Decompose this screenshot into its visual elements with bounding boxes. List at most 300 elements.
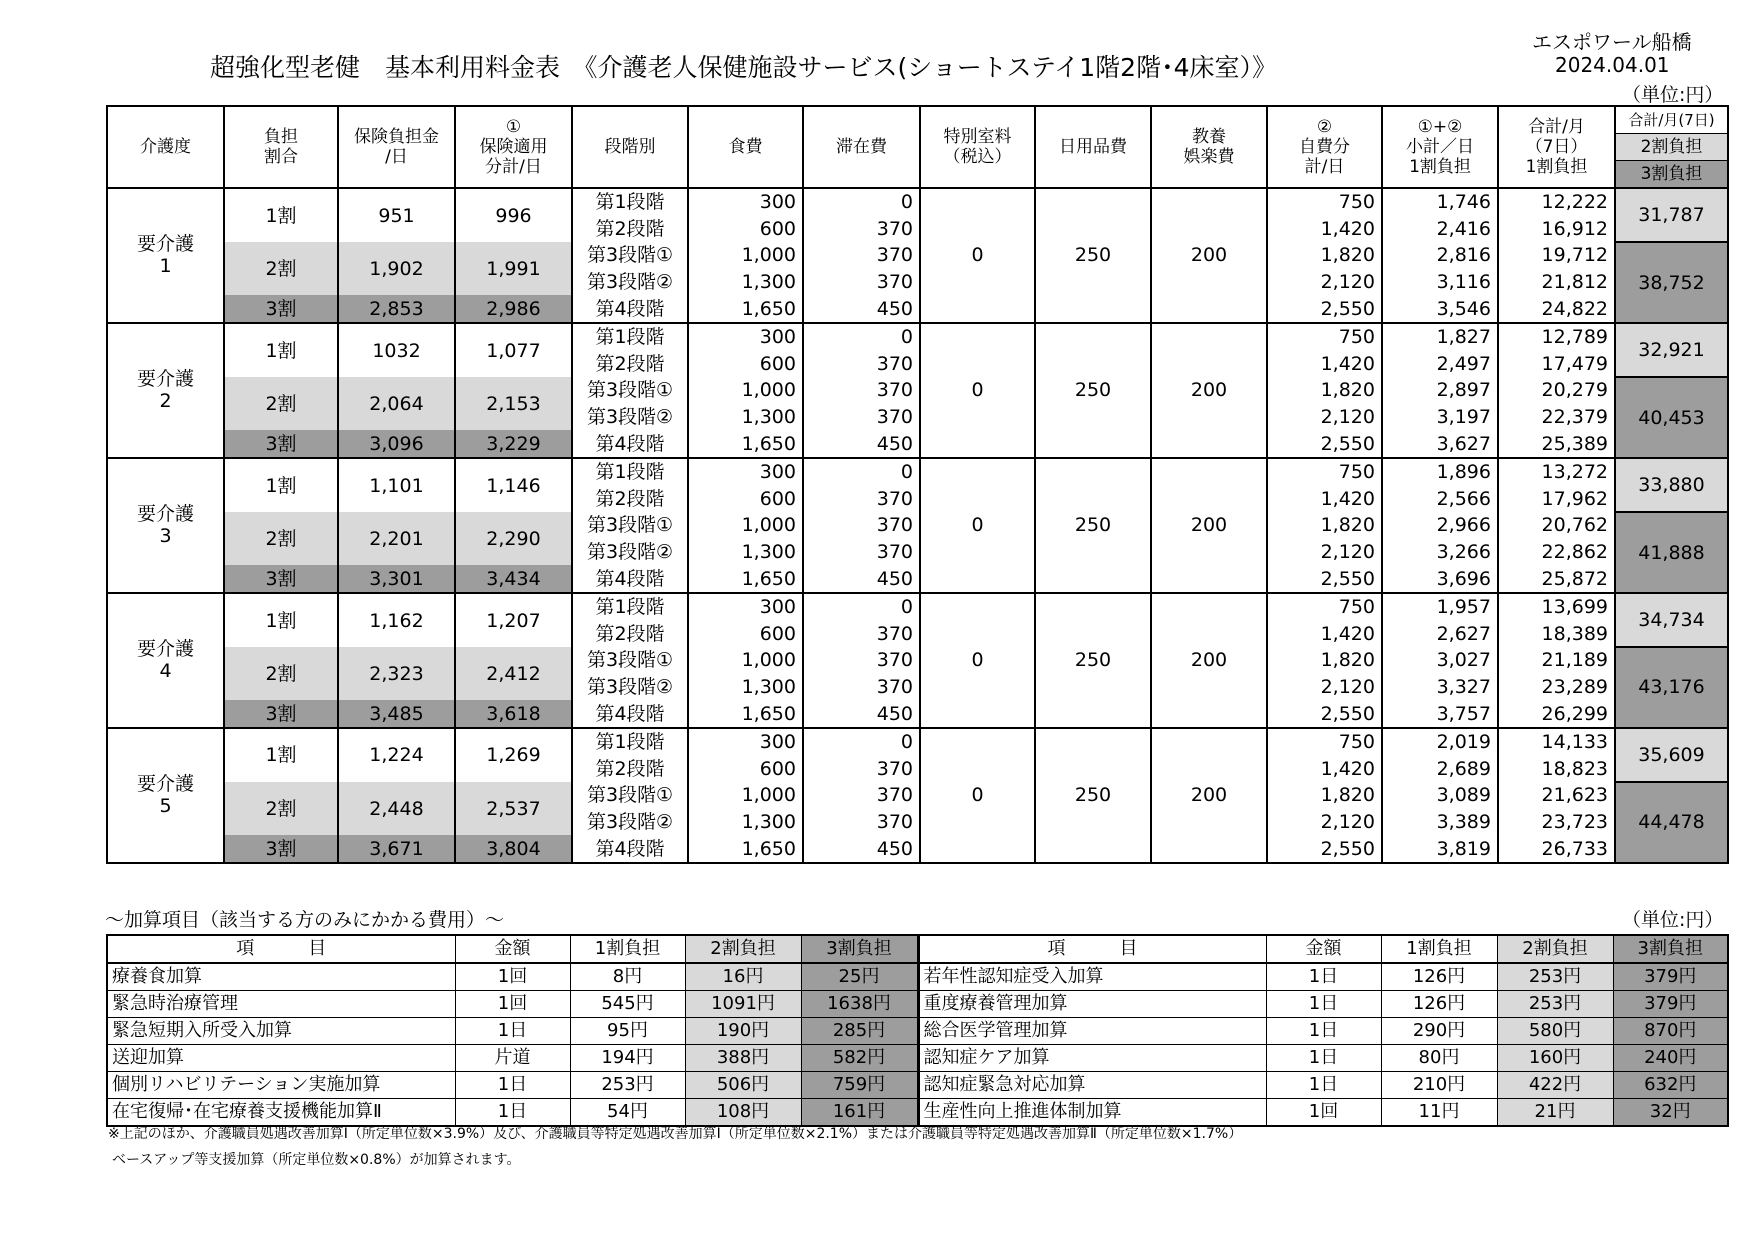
table-row (107, 728, 1728, 756)
special-room-fee: 0 (920, 188, 1035, 323)
special-room-fee: 0 (920, 458, 1035, 593)
daily-subtotal: 3,546 (1382, 295, 1498, 323)
daily-subtotal: 2,566 (1382, 486, 1498, 513)
self-pay-total: 2,550 (1267, 295, 1382, 323)
addon-item: 個別リハビリテーション実施加算 (107, 1072, 455, 1099)
addon-rate-1: 54円 (570, 1099, 685, 1127)
stay-cost: 370 (803, 216, 920, 243)
insured-subtotal: 2,290 (455, 512, 572, 565)
food-cost: 1,000 (688, 242, 803, 269)
food-cost: 1,650 (688, 700, 803, 728)
daily-subtotal: 2,966 (1382, 512, 1498, 539)
addon-col-header: 3割負担 (1613, 935, 1728, 963)
insured-subtotal: 2,537 (455, 782, 572, 835)
stay-cost: 450 (803, 295, 920, 323)
insured-subtotal: 3,229 (455, 430, 572, 458)
addon-rate-3: 240円 (1613, 1045, 1728, 1072)
daily-subtotal: 3,819 (1382, 835, 1498, 863)
leisure-fee: 200 (1151, 593, 1267, 728)
self-pay-total: 2,120 (1267, 809, 1382, 836)
addon-rate-2: 422円 (1497, 1072, 1613, 1099)
col-header: 負担 割合 (224, 106, 338, 188)
stage: 第1段階 (572, 323, 688, 351)
insurance-per-day: 2,323 (338, 647, 455, 700)
addon-item: 在宅復帰･在宅療養支援機能加算Ⅱ (107, 1099, 455, 1127)
care-level: 要介護 4 (107, 593, 224, 728)
insurance-per-day: 2,448 (338, 782, 455, 835)
stay-cost: 370 (803, 621, 920, 648)
addon-rate-2: 388円 (685, 1045, 801, 1072)
self-pay-total: 750 (1267, 188, 1382, 216)
insured-subtotal: 3,618 (455, 700, 572, 728)
addon-rate-2: 21円 (1497, 1099, 1613, 1127)
addon-rate-3: 32円 (1613, 1099, 1728, 1127)
addon-rate-1: 210円 (1381, 1072, 1497, 1099)
stay-cost: 370 (803, 647, 920, 674)
table-row (107, 1018, 1728, 1045)
addon-rate-2: 253円 (1497, 991, 1613, 1018)
insured-subtotal: 2,153 (455, 377, 572, 430)
table-row (107, 565, 1728, 593)
daily-subtotal: 2,689 (1382, 755, 1498, 782)
stage: 第4段階 (572, 565, 688, 593)
food-cost: 300 (688, 323, 803, 351)
col-header: 合計/月 （7日） 1割負担 (1498, 106, 1615, 188)
stay-cost: 370 (803, 539, 920, 566)
monthly-total-3割: 40,453 (1615, 377, 1728, 458)
daily-subtotal: 3,627 (1382, 430, 1498, 458)
stay-cost: 0 (803, 323, 920, 351)
stay-cost: 370 (803, 674, 920, 701)
addon-rate-3: 870円 (1613, 1018, 1728, 1045)
addon-table (106, 934, 1729, 1127)
addon-rate-2: 253円 (1497, 963, 1613, 991)
col-header: 特別室料 （税込） (920, 106, 1035, 188)
addon-amount: 1日 (1266, 963, 1381, 991)
col-header: ② 自費分 計/日 (1267, 106, 1382, 188)
insured-subtotal: 1,146 (455, 458, 572, 512)
burden-ratio: 2割 (224, 242, 338, 295)
daily-subtotal: 2,416 (1382, 216, 1498, 243)
col-header: 日用品費 (1035, 106, 1151, 188)
stay-cost: 370 (803, 512, 920, 539)
monthly-total-3割: 44,478 (1615, 782, 1728, 863)
note-line-2: ベースアップ等支援加算（所定単位数×0.8%）が加算されます。 (112, 1152, 521, 1168)
special-room-fee: 0 (920, 728, 1035, 863)
care-level: 要介護 2 (107, 323, 224, 458)
table-row (107, 188, 1728, 216)
stay-cost: 370 (803, 809, 920, 836)
self-pay-total: 1,820 (1267, 242, 1382, 269)
monthly-total: 25,389 (1498, 430, 1615, 458)
daily-goods-fee: 250 (1035, 728, 1151, 863)
addon-item: 生産性向上推進体制加算 (918, 1099, 1266, 1127)
addon-rate-3: 1638円 (801, 991, 918, 1018)
stay-cost: 370 (803, 269, 920, 296)
monthly-total-2割: 33,880 (1615, 458, 1728, 512)
insurance-per-day: 3,485 (338, 700, 455, 728)
stay-cost: 370 (803, 351, 920, 378)
food-cost: 1,300 (688, 404, 803, 431)
addon-amount: 1日 (1266, 1072, 1381, 1099)
stage: 第3段階② (572, 809, 688, 836)
stay-cost: 0 (803, 728, 920, 756)
table-row (107, 647, 1728, 674)
stay-cost: 450 (803, 565, 920, 593)
table-row (107, 593, 1728, 621)
daily-subtotal: 3,116 (1382, 269, 1498, 296)
addon-rate-3: 379円 (1613, 991, 1728, 1018)
stay-cost: 450 (803, 430, 920, 458)
addon-rate-1: 95円 (570, 1018, 685, 1045)
self-pay-total: 1,420 (1267, 351, 1382, 378)
special-room-fee: 0 (920, 323, 1035, 458)
daily-subtotal: 2,816 (1382, 242, 1498, 269)
addon-col-header: 金額 (1266, 935, 1381, 963)
addon-rate-2: 580円 (1497, 1018, 1613, 1045)
self-pay-total: 2,550 (1267, 565, 1382, 593)
food-cost: 1,300 (688, 539, 803, 566)
food-cost: 1,300 (688, 809, 803, 836)
stay-cost: 450 (803, 700, 920, 728)
burden-ratio: 3割 (224, 565, 338, 593)
table-row (107, 430, 1728, 458)
self-pay-total: 2,550 (1267, 835, 1382, 863)
addon-rate-1: 194円 (570, 1045, 685, 1072)
addon-col-header: 3割負担 (801, 935, 918, 963)
burden-ratio: 1割 (224, 728, 338, 782)
leisure-fee: 200 (1151, 323, 1267, 458)
addon-rate-3: 285円 (801, 1018, 918, 1045)
food-cost: 600 (688, 486, 803, 513)
table-row (107, 295, 1728, 323)
monthly-total: 23,723 (1498, 809, 1615, 836)
insurance-per-day: 2,201 (338, 512, 455, 565)
food-cost: 600 (688, 216, 803, 243)
insurance-per-day: 1032 (338, 323, 455, 377)
insured-subtotal: 1,207 (455, 593, 572, 647)
self-pay-total: 2,120 (1267, 674, 1382, 701)
daily-subtotal: 2,019 (1382, 728, 1498, 756)
monthly-total: 22,862 (1498, 539, 1615, 566)
monthly-total: 18,389 (1498, 621, 1615, 648)
burden-ratio: 2割 (224, 782, 338, 835)
insurance-per-day: 951 (338, 188, 455, 242)
col-header-monthly-split (1615, 106, 1728, 188)
monthly-total-3割: 38,752 (1615, 242, 1728, 323)
addon-item: 療養食加算 (107, 963, 455, 991)
food-cost: 600 (688, 351, 803, 378)
daily-subtotal: 1,896 (1382, 458, 1498, 486)
table-row (107, 323, 1728, 351)
food-cost: 300 (688, 728, 803, 756)
addon-col-header: 2割負担 (1497, 935, 1613, 963)
effective-date: 2024.04.01 (1555, 53, 1670, 77)
daily-subtotal: 1,827 (1382, 323, 1498, 351)
insurance-per-day: 1,101 (338, 458, 455, 512)
addon-amount: 1回 (1266, 1099, 1381, 1127)
addon-rate-1: 8円 (570, 963, 685, 991)
daily-subtotal: 3,696 (1382, 565, 1498, 593)
addon-amount: 1日 (1266, 1045, 1381, 1072)
addon-item: 認知症ケア加算 (918, 1045, 1266, 1072)
addon-rate-2: 108円 (685, 1099, 801, 1127)
monthly-total: 14,133 (1498, 728, 1615, 756)
monthly-total: 19,712 (1498, 242, 1615, 269)
stage: 第3段階① (572, 242, 688, 269)
monthly-total: 21,189 (1498, 647, 1615, 674)
monthly-total: 16,912 (1498, 216, 1615, 243)
addon-rate-2: 16円 (685, 963, 801, 991)
addon-table-header (107, 935, 1728, 963)
burden-ratio: 1割 (224, 188, 338, 242)
stage: 第2段階 (572, 351, 688, 378)
addon-amount: 1日 (455, 1072, 570, 1099)
burden-ratio: 3割 (224, 295, 338, 323)
insurance-per-day: 3,096 (338, 430, 455, 458)
self-pay-total: 1,820 (1267, 647, 1382, 674)
self-pay-total: 2,120 (1267, 269, 1382, 296)
self-pay-total: 2,550 (1267, 430, 1382, 458)
daily-subtotal: 3,266 (1382, 539, 1498, 566)
monthly-total: 18,823 (1498, 755, 1615, 782)
addon-col-header: 1割負担 (1381, 935, 1497, 963)
stay-cost: 450 (803, 835, 920, 863)
self-pay-total: 1,820 (1267, 377, 1382, 404)
addon-item: 認知症緊急対応加算 (918, 1072, 1266, 1099)
monthly-total: 23,289 (1498, 674, 1615, 701)
food-cost: 300 (688, 458, 803, 486)
care-level: 要介護 1 (107, 188, 224, 323)
addon-col-header: 項 目 (918, 935, 1266, 963)
addon-item: 若年性認知症受入加算 (918, 963, 1266, 991)
addon-col-header: 金額 (455, 935, 570, 963)
addon-rate-3: 25円 (801, 963, 918, 991)
monthly-total: 13,699 (1498, 593, 1615, 621)
self-pay-total: 1,820 (1267, 512, 1382, 539)
addon-rate-3: 759円 (801, 1072, 918, 1099)
col-header: 教養 娯楽費 (1151, 106, 1267, 188)
leisure-fee: 200 (1151, 188, 1267, 323)
stage: 第2段階 (572, 621, 688, 648)
addon-amount: 1日 (1266, 1018, 1381, 1045)
monthly-total: 22,379 (1498, 404, 1615, 431)
monthly-total: 21,812 (1498, 269, 1615, 296)
addon-amount: 片道 (455, 1045, 570, 1072)
monthly-total: 13,272 (1498, 458, 1615, 486)
insurance-per-day: 2,853 (338, 295, 455, 323)
insurance-per-day: 1,224 (338, 728, 455, 782)
monthly-total-2割: 31,787 (1615, 188, 1728, 242)
addon-amount: 1日 (1266, 991, 1381, 1018)
insured-subtotal: 996 (455, 188, 572, 242)
food-cost: 300 (688, 593, 803, 621)
stage: 第3段階① (572, 647, 688, 674)
burden-ratio: 1割 (224, 458, 338, 512)
addon-rate-3: 379円 (1613, 963, 1728, 991)
stage: 第1段階 (572, 728, 688, 756)
food-cost: 600 (688, 621, 803, 648)
addon-item: 送迎加算 (107, 1045, 455, 1072)
addon-rate-1: 290円 (1381, 1018, 1497, 1045)
page-title: 超強化型老健 基本利用料金表 《介護老人保健施設サービス(ショートステイ1階2階･4床室）》 (210, 53, 1277, 82)
leisure-fee: 200 (1151, 728, 1267, 863)
col-header: 段階別 (572, 106, 688, 188)
addon-col-header: 2割負担 (685, 935, 801, 963)
daily-subtotal: 1,746 (1382, 188, 1498, 216)
burden-ratio: 2割 (224, 512, 338, 565)
table-row (107, 963, 1728, 991)
self-pay-total: 2,550 (1267, 700, 1382, 728)
self-pay-total: 750 (1267, 593, 1382, 621)
insurance-per-day: 1,902 (338, 242, 455, 295)
addon-amount: 1日 (455, 1018, 570, 1045)
addon-item: 総合医学管理加算 (918, 1018, 1266, 1045)
addon-rate-3: 632円 (1613, 1072, 1728, 1099)
stay-cost: 370 (803, 377, 920, 404)
care-level: 要介護 5 (107, 728, 224, 863)
table-row (107, 377, 1728, 404)
table-row (107, 458, 1728, 486)
food-cost: 1,000 (688, 782, 803, 809)
self-pay-total: 1,420 (1267, 755, 1382, 782)
stage: 第2段階 (572, 755, 688, 782)
burden-ratio: 3割 (224, 430, 338, 458)
burden-ratio: 2割 (224, 647, 338, 700)
daily-goods-fee: 250 (1035, 458, 1151, 593)
stage: 第3段階② (572, 539, 688, 566)
unit-label: （単位:円） (1622, 84, 1724, 106)
monthly-total-2割: 34,734 (1615, 593, 1728, 647)
stage: 第3段階① (572, 512, 688, 539)
self-pay-total: 1,420 (1267, 216, 1382, 243)
burden-ratio: 3割 (224, 700, 338, 728)
self-pay-total: 750 (1267, 323, 1382, 351)
addon-rate-2: 160円 (1497, 1045, 1613, 1072)
addon-rate-1: 11円 (1381, 1099, 1497, 1127)
food-cost: 1,650 (688, 835, 803, 863)
food-cost: 1,000 (688, 512, 803, 539)
monthly-total: 21,623 (1498, 782, 1615, 809)
monthly-total: 12,222 (1498, 188, 1615, 216)
self-pay-total: 2,120 (1267, 539, 1382, 566)
addon-amount: 1回 (455, 991, 570, 1018)
monthly-total: 17,479 (1498, 351, 1615, 378)
stage: 第3段階② (572, 404, 688, 431)
col-header: 介護度 (107, 106, 224, 188)
addon-amount: 1日 (455, 1099, 570, 1127)
table-row (107, 1099, 1728, 1127)
col-header: 食費 (688, 106, 803, 188)
daily-subtotal: 2,897 (1382, 377, 1498, 404)
burden-ratio: 1割 (224, 593, 338, 647)
table-row (107, 1045, 1728, 1072)
stage: 第2段階 (572, 486, 688, 513)
food-cost: 300 (688, 188, 803, 216)
daily-subtotal: 3,757 (1382, 700, 1498, 728)
addon-item: 重度療養管理加算 (918, 991, 1266, 1018)
food-cost: 1,300 (688, 269, 803, 296)
insured-subtotal: 3,434 (455, 565, 572, 593)
insured-subtotal: 1,991 (455, 242, 572, 295)
burden-ratio: 1割 (224, 323, 338, 377)
col-header: 2割負担 (1616, 134, 1727, 161)
daily-goods-fee: 250 (1035, 323, 1151, 458)
col-header: 滞在費 (803, 106, 920, 188)
monthly-total-3割: 41,888 (1615, 512, 1728, 593)
daily-subtotal: 3,327 (1382, 674, 1498, 701)
addon-rate-1: 80円 (1381, 1045, 1497, 1072)
fee-table (106, 105, 1729, 864)
monthly-total: 26,733 (1498, 835, 1615, 863)
self-pay-total: 750 (1267, 728, 1382, 756)
monthly-total: 26,299 (1498, 700, 1615, 728)
addon-rate-1: 545円 (570, 991, 685, 1018)
self-pay-total: 2,120 (1267, 404, 1382, 431)
daily-subtotal: 1,957 (1382, 593, 1498, 621)
stage: 第4段階 (572, 700, 688, 728)
monthly-total: 20,279 (1498, 377, 1615, 404)
stage: 第1段階 (572, 593, 688, 621)
table-row (107, 782, 1728, 809)
stage: 第3段階② (572, 674, 688, 701)
monthly-total: 24,822 (1498, 295, 1615, 323)
insurance-per-day: 3,301 (338, 565, 455, 593)
daily-subtotal: 2,497 (1382, 351, 1498, 378)
addon-rate-3: 161円 (801, 1099, 918, 1127)
monthly-total: 12,789 (1498, 323, 1615, 351)
stage: 第3段階① (572, 782, 688, 809)
self-pay-total: 1,820 (1267, 782, 1382, 809)
addon-item: 緊急短期入所受入加算 (107, 1018, 455, 1045)
col-header: ① 保険適用 分計/日 (455, 106, 572, 188)
note-line-1: ※上記のほか、介護職員処遇改善加算Ⅰ（所定単位数×3.9%）及び、介護職員等特定処遇改善加算Ⅰ（所定単位数×2.1%）または介護職員等特定処遇改善加算Ⅱ（所定単位数×1.7%） (108, 1126, 1243, 1142)
col-header: 保険負担金 /日 (338, 106, 455, 188)
self-pay-total: 1,420 (1267, 621, 1382, 648)
food-cost: 1,000 (688, 377, 803, 404)
stay-cost: 370 (803, 242, 920, 269)
fee-table-header (107, 106, 1728, 188)
addon-rate-1: 253円 (570, 1072, 685, 1099)
col-header: 合計/月(7日) (1616, 107, 1727, 134)
daily-subtotal: 3,089 (1382, 782, 1498, 809)
self-pay-total: 1,420 (1267, 486, 1382, 513)
addon-item: 緊急時治療管理 (107, 991, 455, 1018)
stage: 第3段階② (572, 269, 688, 296)
daily-goods-fee: 250 (1035, 593, 1151, 728)
stage: 第4段階 (572, 430, 688, 458)
food-cost: 1,650 (688, 295, 803, 323)
stay-cost: 0 (803, 593, 920, 621)
stage: 第2段階 (572, 216, 688, 243)
leisure-fee: 200 (1151, 458, 1267, 593)
table-row (107, 1072, 1728, 1099)
burden-ratio: 3割 (224, 835, 338, 863)
monthly-total-2割: 35,609 (1615, 728, 1728, 782)
stage: 第4段階 (572, 835, 688, 863)
stay-cost: 0 (803, 188, 920, 216)
insured-subtotal: 1,077 (455, 323, 572, 377)
stage: 第4段階 (572, 295, 688, 323)
addon-amount: 1回 (455, 963, 570, 991)
table-row (107, 512, 1728, 539)
insured-subtotal: 2,986 (455, 295, 572, 323)
daily-subtotal: 3,389 (1382, 809, 1498, 836)
table-row (107, 991, 1728, 1018)
addon-col-header: 1割負担 (570, 935, 685, 963)
insurance-per-day: 3,671 (338, 835, 455, 863)
addon-title: ～加算項目（該当する方のみにかかる費用）～ (105, 909, 505, 931)
